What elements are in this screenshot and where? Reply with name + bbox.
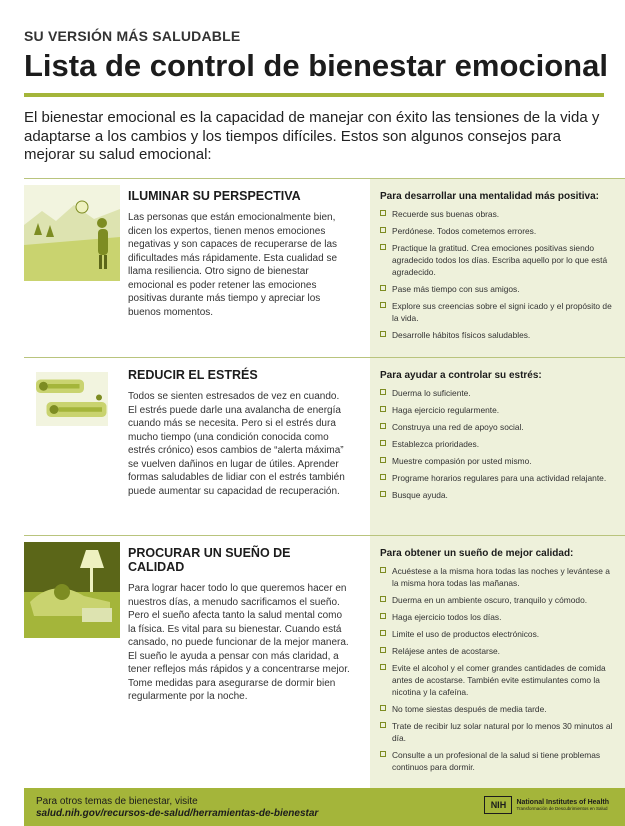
footer: [24, 788, 625, 826]
checklist-item: [380, 489, 617, 501]
checkbox-icon: [380, 751, 386, 757]
checkbox-icon: [380, 423, 386, 429]
tip-text: Construya una red de apoyo social.: [392, 422, 524, 432]
tips-heading: Para obtener un sueño de mejor calidad:: [380, 548, 574, 559]
tip-text: Consulte a un profesional de la salud si tiene problemas continuos para dormir.: [392, 750, 601, 772]
checklist-item: [380, 455, 617, 467]
title-rule: [24, 93, 604, 97]
tip-text: Perdónese. Todos cometemos errores.: [392, 226, 537, 236]
checkbox-icon: [380, 474, 386, 480]
section-stress: [24, 357, 625, 536]
checkbox-icon: [380, 664, 386, 670]
checkbox-icon: [380, 389, 386, 395]
checklist-item: [380, 283, 617, 295]
nih-badge-icon: NIH: [484, 796, 512, 814]
checklist-item: [380, 329, 617, 341]
section-body: Para lograr hacer todo lo que queremos hacer en nuestros días, a menudo sacrificamos el sueño. Pero el sueño afecta tanto la salud mental como la física. Es vital para su bienestar. Cuando está cansado, no puede funcionar de la mejor manera. El sueño le ayuda a pensar con más claridad, a tener reflejos más rápidos y a concentrarse mejor. Tome medidas para asegurarse de dormir bien regularmente por la noche.: [128, 583, 350, 702]
nih-tagline: Transformación de Descubrimientos en Salud: [516, 806, 608, 811]
checklist-item: [380, 300, 617, 324]
checklist-item: [380, 703, 617, 715]
checkbox-icon: [380, 630, 386, 636]
tips-heading: Para desarrollar una mentalidad más positiva:: [380, 191, 599, 202]
section-heading: PROCURAR UN SUEÑO DE CALIDAD: [128, 546, 291, 574]
checklist-item: [380, 404, 617, 416]
tips-panel: [370, 179, 625, 358]
section-heading: ILUMINAR SU PERSPECTIVA: [128, 189, 301, 203]
checkbox-icon: [380, 613, 386, 619]
tips-panel: [370, 536, 625, 789]
checkbox-icon: [380, 227, 386, 233]
checkbox-icon: [380, 705, 386, 711]
tip-text: Haga ejercicio regularmente.: [392, 405, 500, 415]
nih-logo: [484, 796, 609, 814]
checkbox-icon: [380, 302, 386, 308]
tip-text: No tome siestas después de media tarde.: [392, 704, 547, 714]
checkbox-icon: [380, 331, 386, 337]
checklist-item: [380, 645, 617, 657]
tip-text: Duerma lo suficiente.: [392, 388, 471, 398]
tips-panel: [370, 358, 625, 536]
relaxing-people-illustration-icon: [24, 372, 120, 444]
tip-text: Relájese antes de acostarse.: [392, 646, 501, 656]
tip-text: Evite el alcohol y el comer grandes cantidades de comida antes de acostarse. También evite estimulantes como la nicotina y la cafeína.: [392, 663, 606, 697]
sleeping-person-illustration-icon: [24, 542, 120, 638]
checkbox-icon: [380, 491, 386, 497]
checklist-item: [380, 565, 617, 589]
checkbox-icon: [380, 647, 386, 653]
checklist-item: [380, 438, 617, 450]
footer-link[interactable]: salud.nih.gov/recursos-de-salud/herramientas-de-bienestar: [36, 808, 319, 819]
tips-heading: Para ayudar a controlar su estrés:: [380, 370, 542, 381]
nih-name: National Institutes of Health: [516, 799, 609, 806]
tip-text: Busque ayuda.: [392, 490, 448, 500]
checkbox-icon: [380, 440, 386, 446]
tip-text: Practique la gratitud. Crea emociones positivas siendo agradecido todos los días. Escriba aquello por lo que está agradecido.: [392, 243, 608, 277]
tip-text: Programe horarios regulares para una actividad relajante.: [392, 473, 607, 483]
checkbox-icon: [380, 210, 386, 216]
checkbox-icon: [380, 567, 386, 573]
checklist-item: [380, 421, 617, 433]
section-heading: REDUCIR EL ESTRÉS: [128, 368, 258, 382]
page-title: Lista de control de bienestar emocional: [24, 48, 608, 83]
tip-text: Duerma en un ambiente oscuro, tranquilo y cómodo.: [392, 595, 588, 605]
section-perspective: [24, 178, 625, 358]
checklist-item: [380, 387, 617, 399]
checklist-item: [380, 662, 617, 698]
checkbox-icon: [380, 596, 386, 602]
checklist-item: [380, 749, 617, 773]
tip-text: Muestre compasión por usted mismo.: [392, 456, 532, 466]
footer-text: Para otros temas de bienestar, visite: [36, 796, 198, 807]
hiker-illustration-icon: [24, 185, 120, 281]
checkbox-icon: [380, 722, 386, 728]
intro-text: El bienestar emocional es la capacidad de manejar con éxito las tensiones de la vida y adaptarse a los cambios y los tiempos difíciles. Estos son algunos consejos para mejorar su salud emocional:: [24, 109, 600, 163]
checklist-item: [380, 208, 617, 220]
tip-text: Limite el uso de productos electrónicos.: [392, 629, 540, 639]
eyebrow: SU VERSIÓN MÁS SALUDABLE: [24, 28, 241, 44]
tip-text: Haga ejercicio todos los días.: [392, 612, 502, 622]
section-sleep: [24, 535, 625, 789]
checkbox-icon: [380, 406, 386, 412]
tip-text: Recuerde sus buenas obras.: [392, 209, 500, 219]
checklist-item: [380, 720, 617, 744]
checkbox-icon: [380, 244, 386, 250]
tip-text: Pase más tiempo con sus amigos.: [392, 284, 520, 294]
checklist-item: [380, 225, 617, 237]
tip-text: Acuéstese a la misma hora todas las noches y levántese a la misma hora todas las mañanas.: [392, 566, 610, 588]
checklist-item: [380, 242, 617, 278]
checklist-item: [380, 594, 617, 606]
checklist-item: [380, 628, 617, 640]
checklist-item: [380, 472, 617, 484]
section-body: Todos se sienten estresados de vez en cuando. El estrés puede darle una avalancha de energía cuando más se necesita. Pero si el estrés dura mucho tiempo (una condición conocida como estrés crónico) esos cambios de “alerta máxima” se vuelven dañinos en lugar de útiles. Aprender formas saludables de lidiar con el estrés también puede aumentar su capacidad de recuperación.: [128, 391, 345, 497]
checkbox-icon: [380, 457, 386, 463]
tip-text: Trate de recibir luz solar natural por lo menos 30 minutos al día.: [392, 721, 613, 743]
section-body: Las personas que están emocionalmente bien, dicen los expertos, tienen menos emociones negativas y son capaces de recuperarse de las dificultades más rápidamente. Esta cualidad se llama resiliencia. Otro signo de bienestar emocional es poder retener las emociones positivas durante más tiempo y apreciar los buenos momentos.: [128, 212, 338, 318]
checklist-item: [380, 611, 617, 623]
tip-text: Desarrolle hábitos físicos saludables.: [392, 330, 531, 340]
tip-text: Establezca prioridades.: [392, 439, 480, 449]
checkbox-icon: [380, 285, 386, 291]
tip-text: Explore sus creencias sobre el signi icado y el propósito de la vida.: [392, 301, 612, 323]
